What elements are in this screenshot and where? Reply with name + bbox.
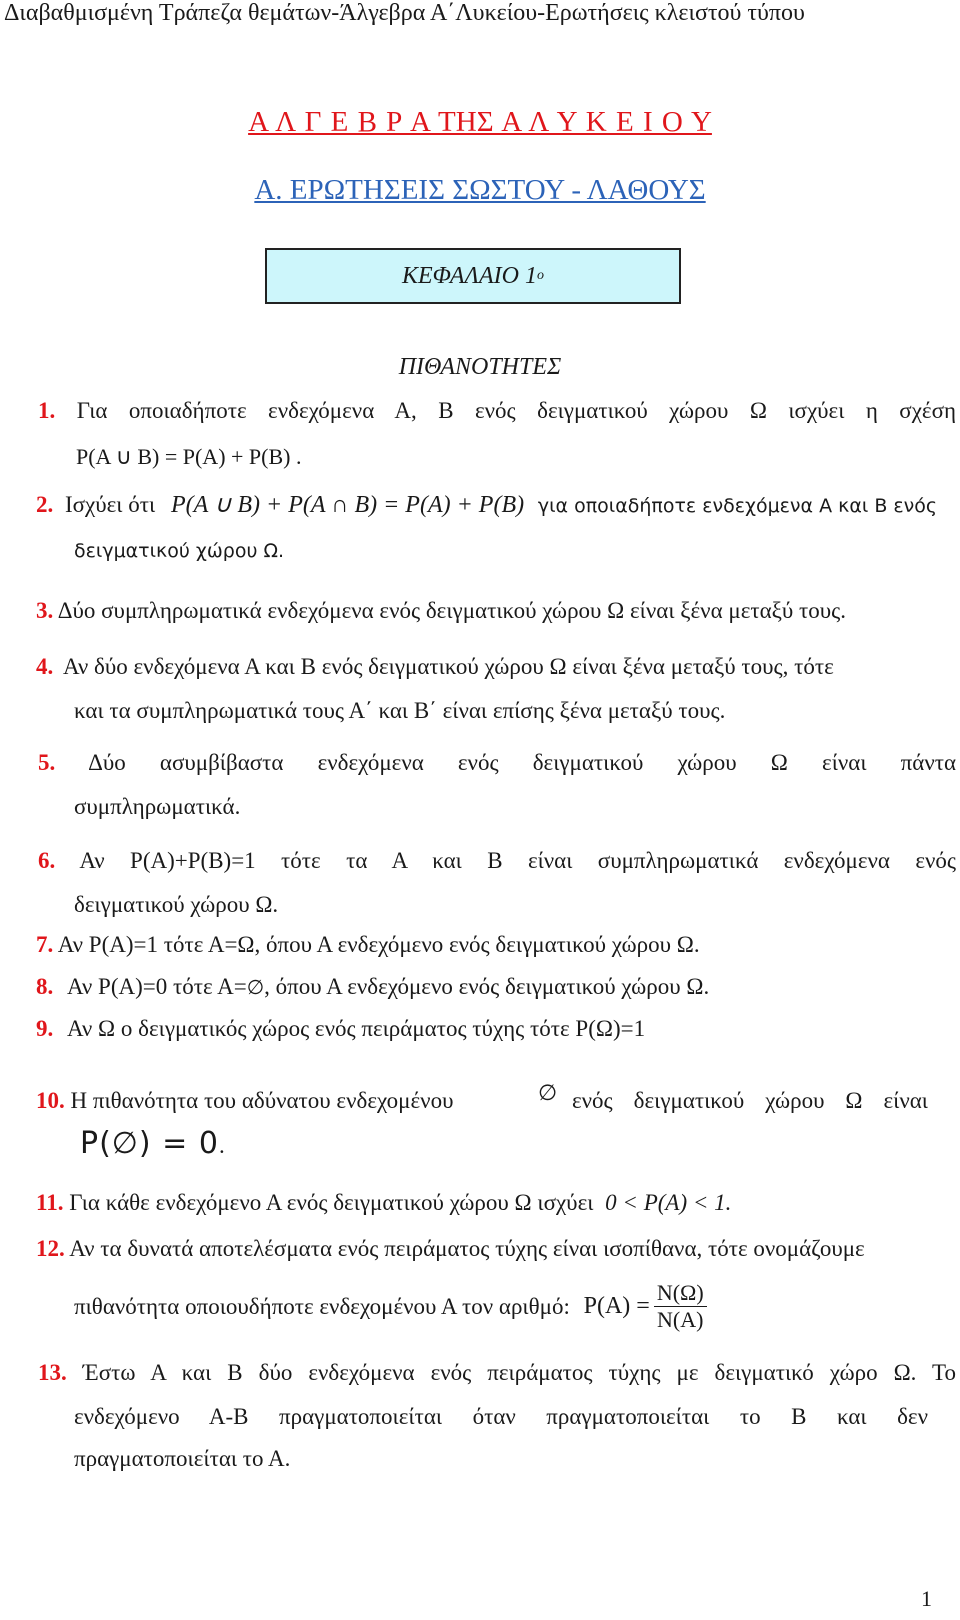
empty-set-symbol: ∅ <box>246 975 265 999</box>
fraction-denominator: N(A) <box>657 1307 704 1332</box>
question-number: 7. <box>36 932 54 957</box>
question-5 <box>38 750 956 776</box>
formula: P(∅) = 0 <box>80 1126 219 1161</box>
question-8 <box>36 974 709 1000</box>
page-number: 1 <box>921 1586 932 1611</box>
question-3 <box>36 598 846 624</box>
question-text: για οποιαδήποτε ενδεχόμενα Α και Β ενός <box>537 495 938 517</box>
question-lead: Ισχύει ότι <box>65 492 156 517</box>
question-1-formula: P(A ∪ B) = P(A) + P(B) . <box>76 444 302 469</box>
question-6-cont: δειγματικού χώρου Ω. <box>74 892 279 917</box>
question-text: Δύο ασυμβίβαστα ενδεχόμενα ενός δειγματικού χώρου Ω είναι πάντα <box>88 750 957 775</box>
question-7 <box>36 932 700 958</box>
question-number: 13. <box>38 1360 67 1385</box>
question-text: Για κάθε ενδεχόμενο Α ενός δειγματικού χώρου Ω ισχύει <box>69 1190 594 1215</box>
question-number: 6. <box>38 848 56 873</box>
question-10 <box>36 1088 453 1114</box>
subtitle: Α. ΕΡΩΤΗΣΕΙΣ ΣΩΣΤΟΥ - ΛΑΘΟΥΣ <box>254 174 706 206</box>
main-title: Α Λ Γ Ε Β Ρ Α ΤΗΣ Α Λ Υ Κ Ε Ι Ο Υ <box>248 106 712 138</box>
question-text: Αν Ρ(Α)=0 τότε Α= <box>67 974 247 999</box>
empty-set-symbol: ∅ <box>538 1080 558 1105</box>
question-text: Η πιθανότητα του αδύνατου ενδεχομένου <box>70 1088 454 1113</box>
question-text: Αν Ρ(Α)+Ρ(Β)=1 τότε τα Α και Β είναι συμπληρωματικά ενδεχόμενα ενός <box>79 848 957 873</box>
question-6 <box>38 848 956 874</box>
question-11 <box>36 1190 731 1216</box>
question-text: Αν Ρ(Α)=1 τότε Α=Ω, όπου Α ενδεχόμενο ενός δειγματικού χώρου Ω. <box>57 932 700 957</box>
question-number: 8. <box>36 974 54 999</box>
question-5-cont: συμπληρωματικά. <box>74 794 241 819</box>
question-number: 10. <box>36 1088 65 1113</box>
question-1 <box>38 398 956 424</box>
question-13-cont-2: πραγματοποιείται το Α. <box>74 1446 291 1471</box>
question-9 <box>36 1016 645 1042</box>
question-text: Για οποιαδήποτε ενδεχόμενα Α, Β ενός δειγματικού χώρου Ω ισχύει η σχέση <box>76 398 957 423</box>
question-number: 11. <box>36 1190 64 1215</box>
question-text: Αν τα δυνατά αποτελέσματα ενός πειράματος τύχης είναι ισοπίθανα, τότε ονομάζουμε <box>69 1236 865 1261</box>
question-number: 4. <box>36 654 54 679</box>
question-10-formula <box>80 1126 225 1161</box>
question-text-end: , όπου Α ενδεχόμενο ενός δειγματικού χώρου Ω. <box>264 974 710 999</box>
question-text: Αν Ω ο δειγματικός χώρος ενός πειράματος τύχης τότε Ρ(Ω)=1 <box>67 1016 646 1041</box>
section-title: ΠΙΘΑΝΟΤΗΤΕΣ <box>398 354 562 380</box>
question-text: Έστω Α και Β δύο ενδεχόμενα ενός πειράματος τύχης με δειγματικό χώρο Ω. Το <box>82 1360 956 1385</box>
question-2-cont: δειγματικού χώρου Ω. <box>74 540 285 562</box>
chapter-label: ΚΕΦΑΛΑΙΟ 1 <box>401 262 538 289</box>
fraction-numerator: N(Ω) <box>654 1280 707 1307</box>
chapter-ordinal: ο <box>537 268 545 283</box>
running-header: Διαβαθμισμένη Τράπεζα θεμάτων-Άλγεβρα Α΄Λυκείου-Ερωτήσεις κλειστού τύπου <box>4 0 805 26</box>
question-number: 9. <box>36 1016 54 1041</box>
question-number: 1. <box>38 398 56 423</box>
question-number: 5. <box>38 750 56 775</box>
question-13 <box>38 1360 956 1386</box>
question-2 <box>36 490 937 519</box>
question-4-cont: και τα συμπληρωματικά τους Α΄ και Β΄ είναι επίσης ξένα μεταξύ τους. <box>74 698 726 723</box>
question-4 <box>36 654 834 680</box>
formula-lhs: P(A) = <box>583 1293 650 1319</box>
question-text: πιθανότητα οποιουδήποτε ενδεχομένου Α τον αριθμό: <box>74 1293 570 1319</box>
question-number: 2. <box>36 492 54 517</box>
question-2-formula: P(A ∪ B) + P(A ∩ B) = P(A) + P(B) <box>170 492 525 518</box>
formula-period: . <box>218 1133 225 1158</box>
question-10-end: ενός δειγματικού χώρου Ω είναι <box>572 1088 928 1113</box>
question-text: Δύο συμπληρωματικά ενδεχόμενα ενός δειγματικού χώρου Ω είναι ξένα μεταξύ τους. <box>57 598 847 623</box>
question-text: Αν δύο ενδεχόμενα Α και Β ενός δειγματικού χώρου Ω είναι ξένα μεταξύ τους, τότε <box>63 654 834 679</box>
question-number: 12. <box>36 1236 65 1261</box>
fraction <box>654 1280 707 1333</box>
question-number: 3. <box>36 598 54 623</box>
question-11-formula: 0 < P(A) < 1. <box>605 1190 732 1215</box>
question-12-cont <box>74 1280 707 1333</box>
chapter-box <box>265 248 681 304</box>
question-13-cont: ενδεχόμενο Α-Β πραγματοποιείται όταν πραγματοποιείται το Β και δεν <box>74 1404 928 1429</box>
question-12 <box>36 1236 865 1262</box>
